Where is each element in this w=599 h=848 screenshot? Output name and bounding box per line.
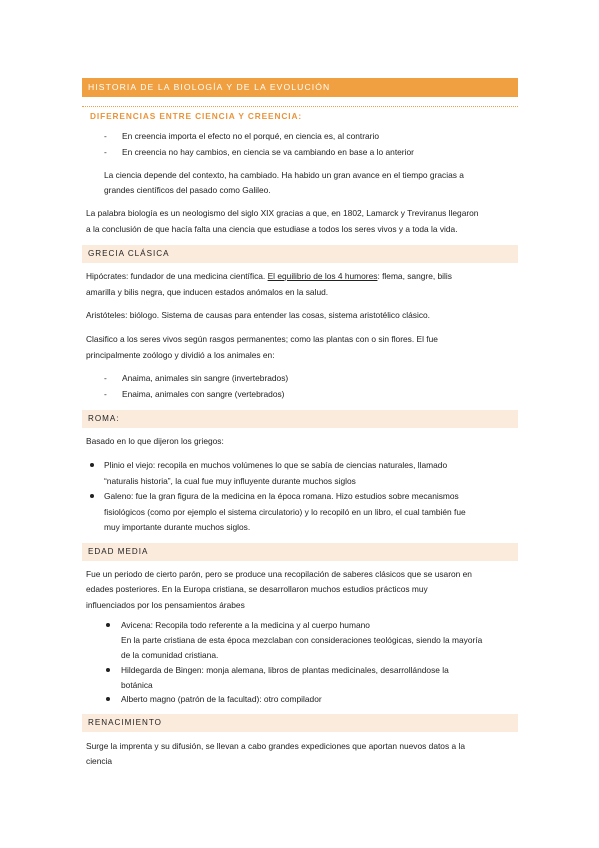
difference-item: En creencia no hay cambios, en ciencia se va cambiando en base a lo anterior — [122, 147, 414, 157]
hildegarda-line: Hildegarda de Bingen: monja alemana, libros de plantas medicinales, desarrollándose la — [121, 665, 449, 675]
dash-marker: - — [104, 373, 107, 383]
context-paragraph-line: La ciencia depende del contexto, ha cambiado. Ha habido un gran avance en el tiempo gracias a — [104, 170, 464, 180]
context-paragraph-line: grandes científicos del pasado como Galileo. — [104, 185, 271, 195]
renacimiento-line: Surge la imprenta y su difusión, se llevan a cabo grandes expediciones que aportan nuevos datos a la — [86, 741, 465, 751]
aristoteles-paragraph: Aristóteles: biólogo. Sistema de causas para entender las cosas, sistema aristotélico clásico. — [86, 310, 431, 320]
biology-paragraph-line: La palabra biología es un neologismo del siglo XIX gracias a que, en 1802, Lamarck y Treviranus llegaron — [86, 208, 479, 218]
differences-heading: DIFERENCIAS ENTRE CIENCIA Y CREENCIA: — [90, 111, 303, 121]
section-heading-renacimiento: RENACIMIENTO — [82, 714, 518, 732]
clasifica-paragraph-line: principalmente zoólogo y dividió a los animales en: — [86, 350, 275, 360]
animal-group-item: Anaima, animales sin sangre (invertebrados) — [122, 373, 289, 383]
plinio-line: “naturalis historia”, la cual fue muy influyente durante muchos siglos — [104, 476, 356, 486]
section-heading-grecia: GRECIA CLÁSICA — [82, 245, 518, 263]
bullet-marker — [106, 623, 110, 627]
galeno-line: muy importante durante muchos siglos. — [104, 522, 251, 532]
bullet-marker — [90, 494, 94, 498]
edad-media-intro-line: Fue un periodo de cierto parón, pero se produce una recopilación de saberes clásicos que se usaron en — [86, 569, 472, 579]
galeno-line: Galeno: fue la gran figura de la medicina en la época romana. Hizo estudios sobre mecanismos — [104, 491, 459, 501]
hipocrates-line-2: amarilla y bilis negra, que inducen estados anómalos en la salud. — [86, 287, 329, 297]
hipocrates-line — [86, 268, 452, 284]
section-heading-edad-media: EDAD MEDIA — [82, 543, 518, 561]
avicena-line: Avicena: Recopila todo referente a la medicina y al cuerpo humano — [121, 620, 370, 630]
animal-group-item: Enaima, animales con sangre (vertebrados) — [122, 389, 285, 399]
section-heading-roma: ROMA: — [82, 410, 518, 428]
avicena-line: de la comunidad cristiana. — [121, 650, 219, 660]
bullet-marker — [106, 697, 110, 701]
hipocrates-prefix: Hipócrates: fundador de una medicina científica. — [86, 271, 268, 281]
dash-marker: - — [104, 389, 107, 399]
avicena-line: En la parte cristiana de esta época mezclaban con consideraciones teológicas, siendo la mayoría — [121, 635, 483, 645]
bullet-marker — [90, 463, 94, 467]
galeno-line: fisiológicos (como por ejemplo el sistema circulatorio) y lo recopiló en un libro, el cual también fue — [104, 507, 466, 517]
hildegarda-line: botánica — [121, 680, 153, 690]
clasifica-paragraph-line: Clasifico a los seres vivos según rasgos permanentes; como las plantas con o sin flores. El fue — [86, 334, 438, 344]
document-title: HISTORIA DE LA BIOLOGÍA Y DE LA EVOLUCIÓN — [82, 78, 518, 97]
dash-marker: - — [104, 147, 107, 157]
renacimiento-line: ciencia — [86, 756, 113, 766]
difference-item: En creencia importa el efecto no el porqué, en ciencia es, al contrario — [122, 131, 379, 141]
alberto-line: Alberto magno (patrón de la facultad): otro compilador — [121, 694, 322, 704]
plinio-line: Plinio el viejo: recopila en muchos volúmenes lo que se sabía de ciencias naturales, llamado — [104, 460, 448, 470]
humores-underlined: El equilibrio de los 4 humores — [267, 271, 378, 281]
bullet-marker — [106, 668, 110, 672]
roma-intro: Basado en lo que dijeron los griegos: — [86, 436, 224, 446]
edad-media-intro-line: edades posteriores. En la Europa cristiana, se desarrollaron muchos estudios prácticos muy — [86, 584, 428, 594]
dash-marker: - — [104, 131, 107, 141]
hipocrates-suffix: : flema, sangre, bilis — [377, 271, 452, 281]
title-divider — [82, 106, 518, 107]
biology-paragraph-line: a la conclusión de que hacía falta una ciencia que estudiase a todos los seres vivos y a toda la vida. — [86, 224, 458, 234]
edad-media-intro-line: influenciados por los pensamientos árabes — [86, 600, 245, 610]
